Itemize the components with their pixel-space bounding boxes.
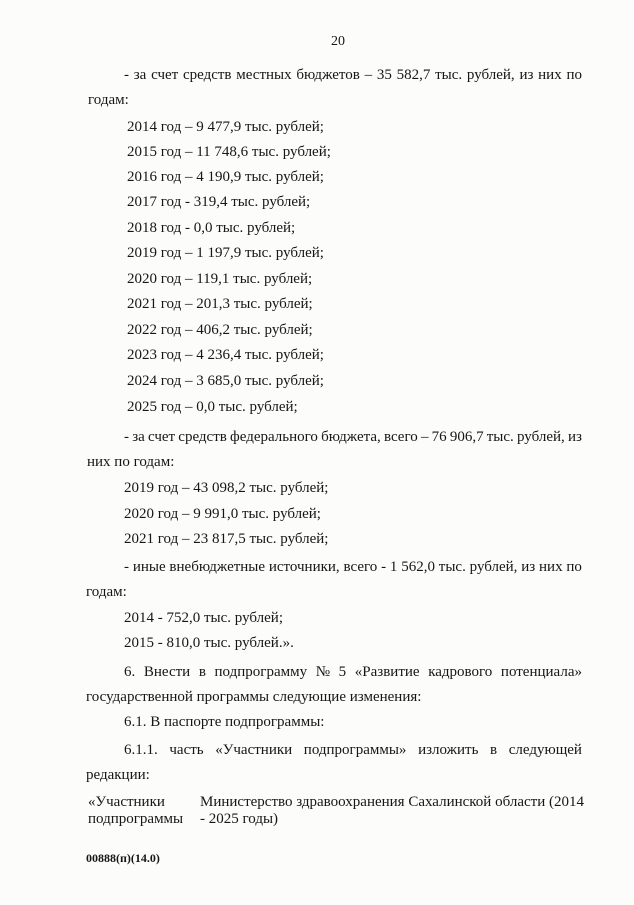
word: счет (147, 429, 176, 445)
word: - (124, 559, 129, 575)
local-budget-year-line: 2015 год – 11 748,6 тыс. рублей; (127, 144, 331, 160)
word: из (521, 559, 536, 575)
word: них (539, 559, 563, 575)
word: источники, (268, 559, 340, 575)
participants-table (88, 794, 588, 834)
item-6-1-paragraph: 6.1. В паспорте подпрограммы: (124, 714, 325, 730)
word: подпрограмму (214, 664, 308, 680)
word: часть (169, 742, 204, 758)
federal-budget-year-line: 2020 год – 9 991,0 тыс. рублей; (124, 506, 321, 522)
extrabudgetary-intro (124, 558, 582, 576)
word: из (567, 429, 582, 445)
word: тыс. (438, 559, 466, 575)
item-6-1-1-paragraph-line-2: редакции: (86, 767, 150, 783)
word: всего (343, 559, 378, 575)
extrabudgetary-year-line: 2014 - 752,0 тыс. рублей; (124, 610, 283, 626)
word: за (132, 429, 145, 445)
local-budget-year-line: 2025 год – 0,0 тыс. рублей; (127, 399, 298, 415)
word: 76 (431, 429, 447, 445)
word: в (490, 742, 498, 758)
item-6-1-1-paragraph-line-1 (124, 741, 582, 759)
word: - (124, 429, 129, 445)
item-6-paragraph-line-2: государственной программы следующие изменения: (86, 689, 422, 705)
word: по (566, 559, 582, 575)
local-budget-year-line: 2017 год - 319,4 тыс. рублей; (127, 194, 311, 210)
document-code-footer: 00888(п)(14.0) (86, 851, 160, 865)
word: кадрового (428, 664, 493, 680)
word: за (133, 67, 147, 83)
word: всего (383, 429, 418, 445)
federal-budget-year-line: 2021 год – 23 817,5 тыс. рублей; (124, 531, 329, 547)
page-number: 20 (331, 34, 345, 49)
word: 6. (124, 664, 136, 680)
local-budget-year-line: 2024 год – 3 685,0 тыс. рублей; (127, 373, 324, 389)
participants-label-line: подпрограммы (88, 811, 184, 827)
word: – (364, 67, 373, 83)
word: изложить (418, 742, 479, 758)
word: средств (178, 429, 227, 445)
word: 1 (389, 559, 398, 575)
word: федерального (230, 429, 318, 445)
participants-label-cell (88, 794, 183, 828)
word: иные (132, 559, 166, 575)
word: Внести (143, 664, 191, 680)
participants-label-line: «Участники (88, 794, 165, 810)
word: 6.1.1. (124, 742, 158, 758)
participants-value-line: Министерство здравоохранения Сахалинской области (2014 (200, 794, 584, 810)
word: в (198, 664, 206, 680)
word: 35 (376, 67, 392, 83)
local-budgets-intro-continuation: годам: (88, 92, 129, 108)
extrabudgetary-year-line: 2015 - 810,0 тыс. рублей.». (124, 635, 294, 651)
word: «Развитие (354, 664, 420, 680)
federal-budget-intro (124, 428, 582, 446)
local-budget-year-line: 2020 год – 119,1 тыс. рублей; (127, 271, 313, 287)
word: по (566, 67, 582, 83)
local-budget-year-line: 2021 год – 201,3 тыс. рублей; (127, 296, 313, 312)
word: 5 (338, 664, 347, 680)
local-budget-year-line: 2019 год – 1 197,9 тыс. рублей; (127, 245, 324, 261)
local-budget-year-line: 2014 год – 9 477,9 тыс. рублей; (127, 119, 324, 135)
word: № (315, 664, 331, 680)
local-budget-year-line: 2016 год – 4 190,9 тыс. рублей; (127, 169, 324, 185)
word: местных (236, 67, 292, 83)
word: бюджета, (321, 429, 381, 445)
word: - (124, 67, 129, 83)
word: рублей, (466, 67, 515, 83)
word: внебюджетные (169, 559, 266, 575)
extrabudgetary-intro-continuation: годам: (86, 584, 127, 600)
federal-budget-year-line: 2019 год – 43 098,2 тыс. рублей; (124, 480, 329, 496)
word: 562,0 (401, 559, 435, 575)
word: 906,7 (449, 429, 484, 445)
word: «Участники (215, 742, 293, 758)
local-budget-year-line: 2018 год - 0,0 тыс. рублей; (127, 220, 296, 236)
word: следующей (508, 742, 582, 758)
word: тыс. (435, 67, 463, 83)
word: 582,7 (396, 67, 431, 83)
word: бюджетов (296, 67, 360, 83)
word: рублей, (469, 559, 518, 575)
word: - (381, 559, 387, 575)
word: средств (182, 67, 232, 83)
word: рублей, (516, 429, 565, 445)
word: потенциала» (500, 664, 582, 680)
participants-value-cell (200, 794, 584, 828)
word: подпрограммы» (303, 742, 407, 758)
word: них (538, 67, 562, 83)
participants-value-line: - 2025 годы) (200, 811, 279, 827)
word: счет (151, 67, 179, 83)
local-budgets-intro (124, 66, 582, 84)
word: – (420, 429, 429, 445)
local-budget-year-line: 2022 год – 406,2 тыс. рублей; (127, 322, 313, 338)
local-budget-year-line: 2023 год – 4 236,4 тыс. рублей; (127, 347, 324, 363)
word: тыс. (486, 429, 514, 445)
federal-budget-intro-continuation: них по годам: (87, 454, 175, 470)
word: из (519, 67, 534, 83)
item-6-paragraph-line-1 (124, 663, 582, 681)
